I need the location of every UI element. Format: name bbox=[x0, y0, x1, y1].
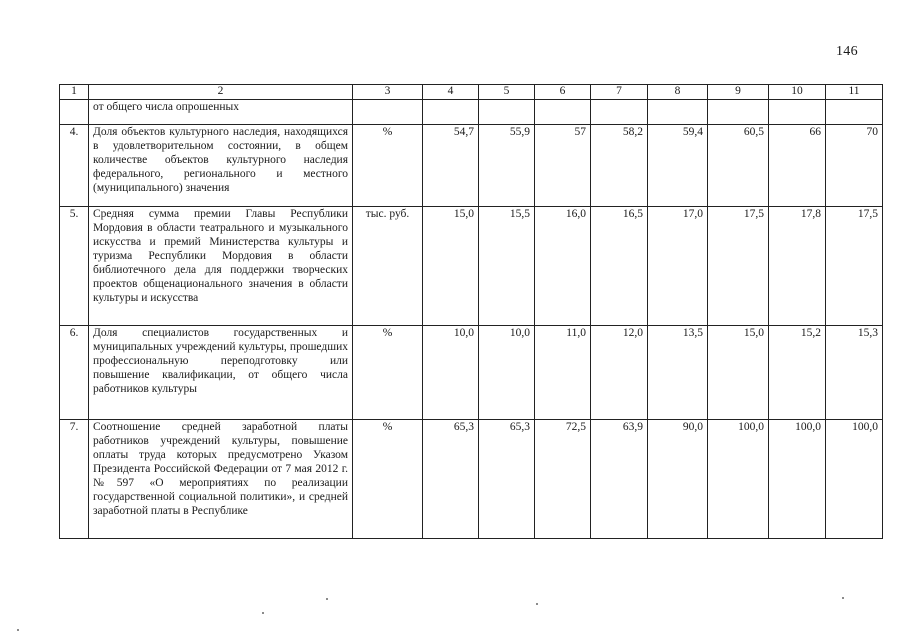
value-cell: 65,3 bbox=[423, 420, 479, 539]
scan-speck bbox=[262, 612, 264, 614]
value-cell: 66 bbox=[769, 125, 826, 207]
value-cell: 59,4 bbox=[648, 125, 708, 207]
scan-speck bbox=[536, 603, 538, 605]
header-cell: 11 bbox=[826, 85, 883, 100]
unit-cell: % bbox=[353, 420, 423, 539]
value-cell: 63,9 bbox=[591, 420, 648, 539]
indicator-description: Доля специалистов государственных и муниципальных учреждений культуры, прошедших профессиональную переподготовку или повышение квалификации, от общего числа работников культуры bbox=[89, 326, 353, 420]
header-cell: 2 bbox=[89, 85, 353, 100]
row-number: 5. bbox=[60, 207, 89, 326]
row-number: 6. bbox=[60, 326, 89, 420]
header-row bbox=[60, 85, 883, 100]
cell-empty bbox=[60, 100, 89, 125]
unit-cell: % bbox=[353, 326, 423, 420]
value-cell: 70 bbox=[826, 125, 883, 207]
cell-empty bbox=[591, 100, 648, 125]
value-cell: 15,0 bbox=[423, 207, 479, 326]
value-cell: 17,8 bbox=[769, 207, 826, 326]
cell-empty bbox=[535, 100, 591, 125]
header-cell: 3 bbox=[353, 85, 423, 100]
scan-speck bbox=[326, 598, 328, 600]
cell-empty bbox=[826, 100, 883, 125]
value-cell: 17,5 bbox=[708, 207, 769, 326]
value-cell: 100,0 bbox=[708, 420, 769, 539]
table-row bbox=[60, 420, 883, 539]
scan-speck bbox=[17, 629, 19, 631]
value-cell: 15,3 bbox=[826, 326, 883, 420]
header-cell: 10 bbox=[769, 85, 826, 100]
value-cell: 55,9 bbox=[479, 125, 535, 207]
row-number: 7. bbox=[60, 420, 89, 539]
value-cell: 54,7 bbox=[423, 125, 479, 207]
value-cell: 11,0 bbox=[535, 326, 591, 420]
value-cell: 10,0 bbox=[423, 326, 479, 420]
value-cell: 15,5 bbox=[479, 207, 535, 326]
indicator-description: Средняя сумма премии Главы Республики Мордовия в области театрального и музыкального искусства и премий Министерства культуры и туризма Республики Мордовия в области библиотечного дела для поддержки творческих проектов общенационального значения в области культуры и искусства bbox=[89, 207, 353, 326]
cell-empty bbox=[648, 100, 708, 125]
value-cell: 65,3 bbox=[479, 420, 535, 539]
value-cell: 17,5 bbox=[826, 207, 883, 326]
value-cell: 16,5 bbox=[591, 207, 648, 326]
cell-empty bbox=[769, 100, 826, 125]
row-number: 4. bbox=[60, 125, 89, 207]
value-cell: 58,2 bbox=[591, 125, 648, 207]
header-cell: 1 bbox=[60, 85, 89, 100]
indicator-description: Доля объектов культурного наследия, находящихся в удовлетворительном состоянии, в общем количестве объектов культурного наследия федерального, регионального и местного (муниципального) значения bbox=[89, 125, 353, 207]
value-cell: 72,5 bbox=[535, 420, 591, 539]
value-cell: 15,0 bbox=[708, 326, 769, 420]
header-cell: 5 bbox=[479, 85, 535, 100]
value-cell: 10,0 bbox=[479, 326, 535, 420]
value-cell: 17,0 bbox=[648, 207, 708, 326]
value-cell: 15,2 bbox=[769, 326, 826, 420]
value-cell: 60,5 bbox=[708, 125, 769, 207]
value-cell: 57 bbox=[535, 125, 591, 207]
cell-empty bbox=[423, 100, 479, 125]
table-row bbox=[60, 326, 883, 420]
header-cell: 4 bbox=[423, 85, 479, 100]
table-row bbox=[60, 125, 883, 207]
unit-cell: тыс. руб. bbox=[353, 207, 423, 326]
continuation-row bbox=[60, 100, 883, 125]
header-cell: 8 bbox=[648, 85, 708, 100]
indicator-description: Соотношение средней заработной платы работников учреждений культуры, повышение оплаты труда которых предусмотрено Указом Президента Российской Федерации от 7 мая 2012 г. №597 «О мероприятиях по реализации государственной социальной политики», и средней заработной платы в Республике bbox=[89, 420, 353, 539]
value-cell: 16,0 bbox=[535, 207, 591, 326]
table-row bbox=[60, 207, 883, 326]
scan-speck bbox=[842, 597, 844, 599]
cell-empty bbox=[708, 100, 769, 125]
indicators-table bbox=[59, 84, 883, 539]
header-cell: 6 bbox=[535, 85, 591, 100]
value-cell: 90,0 bbox=[648, 420, 708, 539]
unit-cell: % bbox=[353, 125, 423, 207]
cell-empty bbox=[353, 100, 423, 125]
header-cell: 9 bbox=[708, 85, 769, 100]
value-cell: 100,0 bbox=[769, 420, 826, 539]
value-cell: 13,5 bbox=[648, 326, 708, 420]
page-number: 146 bbox=[836, 44, 858, 59]
value-cell: 12,0 bbox=[591, 326, 648, 420]
header-cell: 7 bbox=[591, 85, 648, 100]
continuation-text: от общего числа опрошенных bbox=[89, 100, 353, 125]
value-cell: 100,0 bbox=[826, 420, 883, 539]
cell-empty bbox=[479, 100, 535, 125]
